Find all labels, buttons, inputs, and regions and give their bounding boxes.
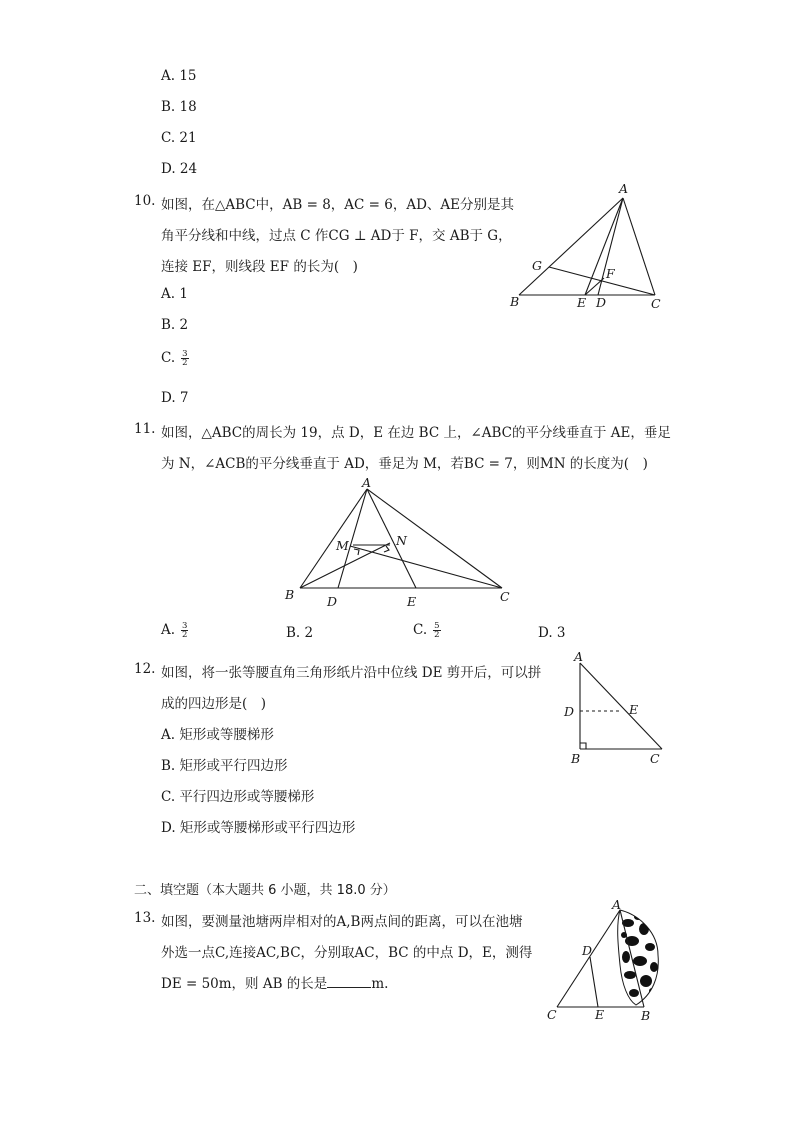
q13-line-3: DE = 50m，则 AB 的长是 m. bbox=[161, 976, 389, 992]
q9-option-d: D. 24 bbox=[161, 161, 198, 177]
q10-number: 10. bbox=[134, 193, 156, 209]
q11-line-2: 为 N，∠ACB的平分线垂直于 AD，垂足为 M，若BC = 7，则MN 的长度为( ) bbox=[161, 456, 648, 472]
q10-option-b: B. 2 bbox=[161, 317, 189, 333]
q13-figure bbox=[540, 895, 670, 1025]
q10-figure bbox=[505, 180, 680, 315]
q11-option-a-fraction: $\frac{3}{2}$ bbox=[182, 621, 188, 640]
q10-label-e: E bbox=[577, 295, 587, 310]
q10-option-a: A. 1 bbox=[161, 286, 188, 302]
q10-option-c-fraction: $\frac{3}{2}$ bbox=[182, 349, 188, 368]
q10-line-1: 如图，在△ABC中，AB = 8，AC = 6，AD、AE分别是其 bbox=[161, 197, 515, 213]
q11-label-m: M bbox=[336, 538, 349, 553]
q11-label-e: E bbox=[407, 594, 417, 609]
q10-option-d: D. 7 bbox=[161, 390, 189, 406]
q10-line-3: 连接 EF，则线段 EF 的长为( ) bbox=[161, 259, 358, 275]
q11-figure bbox=[280, 475, 520, 610]
q12-label-b: B bbox=[571, 751, 581, 766]
q9-option-b: B. 18 bbox=[161, 99, 197, 115]
q13-line-1: 如图，要测量池塘两岸相对的A,B两点间的距离，可以在池塘 bbox=[161, 914, 523, 930]
q10-label-b: B bbox=[510, 294, 520, 309]
q10-label-f: F bbox=[606, 266, 615, 281]
q11-label-a: A bbox=[362, 475, 372, 490]
q12-label-d: D bbox=[564, 704, 575, 719]
q11-label-c: C bbox=[500, 589, 510, 604]
q12-number: 12. bbox=[134, 661, 156, 677]
q13-label-a: A bbox=[612, 897, 622, 912]
q11-option-c-fraction: $\frac{5}{2}$ bbox=[434, 621, 440, 640]
q10-label-c: C bbox=[651, 296, 661, 311]
q12-line-2: 成的四边形是( ) bbox=[161, 696, 267, 712]
q12-option-d: D. 矩形或等腰梯形或平行四边形 bbox=[161, 820, 356, 836]
section-heading: 二、填空题（本大题共 6 小题，共 18.0 分） bbox=[134, 883, 396, 898]
q10-label-d: D bbox=[596, 295, 607, 310]
q13-number: 13. bbox=[134, 910, 156, 926]
q13-label-d: D bbox=[582, 943, 593, 958]
q10-line-2: 角平分线和中线，过点 C 作CG ⊥ AD于 F，交 AB于 G， bbox=[161, 228, 512, 244]
q11-option-d: D. 3 bbox=[538, 625, 566, 641]
q13-label-c: C bbox=[547, 1007, 557, 1022]
q11-label-d: D bbox=[327, 594, 338, 609]
q12-label-e: E bbox=[629, 702, 639, 717]
q12-line-1: 如图，将一张等腰直角三角形纸片沿中位线 DE 剪开后，可以拼 bbox=[161, 665, 542, 681]
q9-option-a: A. 15 bbox=[161, 68, 197, 84]
q11-option-b: B. 2 bbox=[286, 625, 314, 641]
q9-option-c: C. 21 bbox=[161, 130, 197, 146]
q13-answer-blank[interactable] bbox=[327, 975, 371, 988]
q10-option-c: C. $\frac{3}{2}$ bbox=[161, 349, 188, 368]
q13-line-2: 外选一点C,连接AC,BC，分别取AC，BC 的中点 D，E，测得 bbox=[161, 945, 533, 961]
q10-label-a: A bbox=[619, 181, 629, 196]
q13-label-b: B bbox=[641, 1008, 651, 1023]
q11-label-b: B bbox=[285, 587, 295, 602]
q11-line-1: 如图，△ABC的周长为 19，点 D，E 在边 BC 上，∠ABC的平分线垂直于 AE，垂足 bbox=[161, 425, 671, 441]
q12-label-c: C bbox=[650, 751, 660, 766]
q12-option-a: A. 矩形或等腰梯形 bbox=[161, 727, 274, 743]
q11-option-a: A. $\frac{3}{2}$ bbox=[161, 621, 188, 640]
q11-number: 11. bbox=[134, 421, 156, 437]
q12-option-c: C. 平行四边形或等腰梯形 bbox=[161, 789, 315, 805]
q12-option-b: B. 矩形或平行四边形 bbox=[161, 758, 288, 774]
q11-option-c: C. $\frac{5}{2}$ bbox=[413, 621, 440, 640]
q12-label-a: A bbox=[574, 649, 584, 664]
q12-figure bbox=[560, 648, 675, 770]
q10-label-g: G bbox=[532, 258, 542, 273]
q11-label-n: N bbox=[396, 533, 407, 548]
q13-label-e: E bbox=[595, 1007, 605, 1022]
